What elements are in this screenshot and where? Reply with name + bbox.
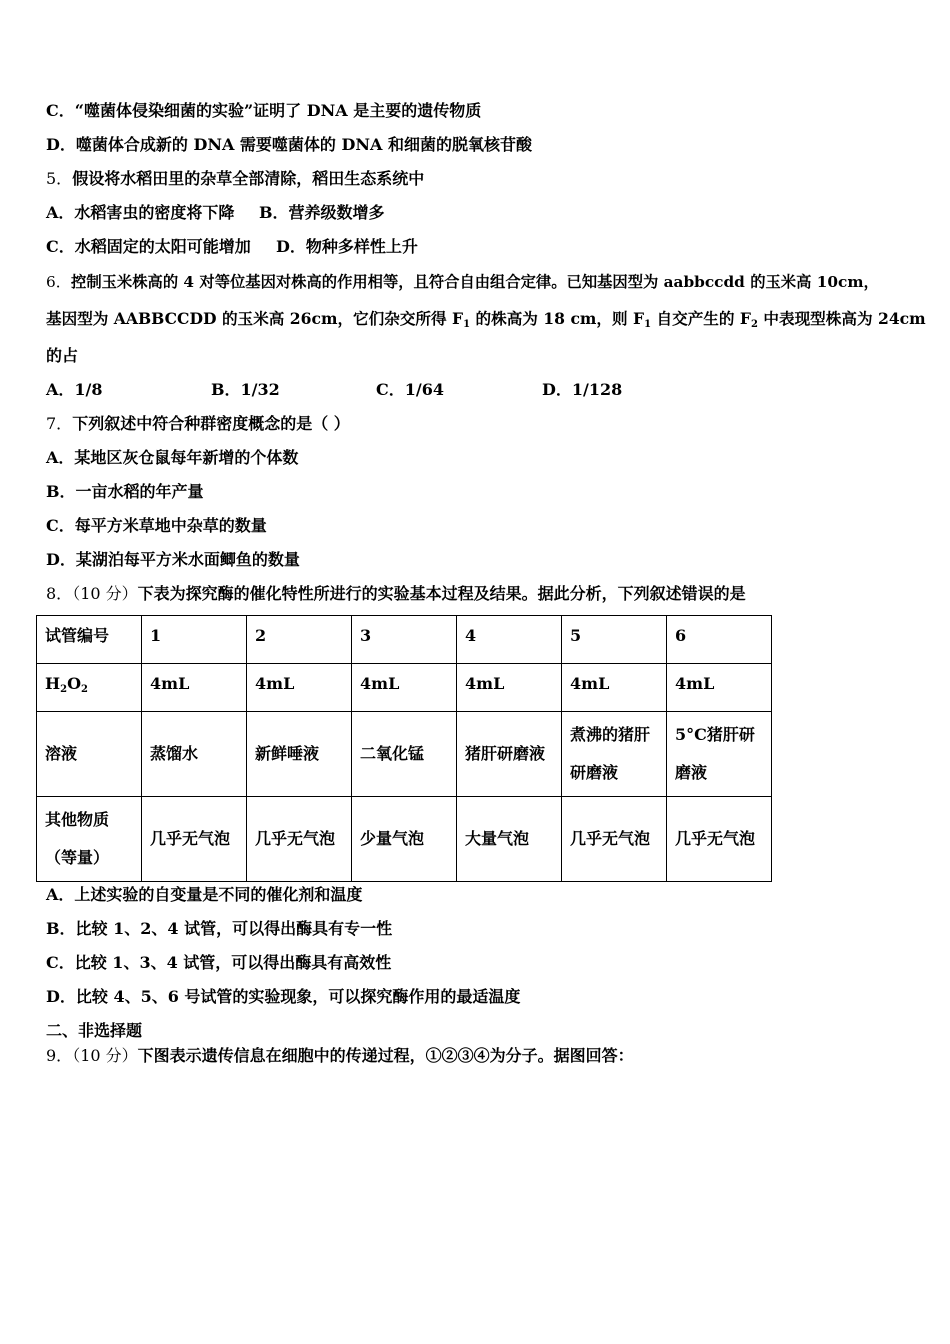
other-label-line2: （等量）: [45, 848, 110, 867]
q6-stem-line3: 的占: [46, 346, 79, 365]
solution-cell: 猪肝研磨液: [457, 712, 562, 797]
solution-cell: 新鲜唾液: [247, 712, 352, 797]
q5-option-b: B．营养级数增多: [259, 203, 385, 222]
q6-line2b: 的株高为 18 cm，则 F: [470, 309, 645, 328]
q8-score: （10 分）: [72, 584, 138, 603]
q6-stem-line2: [46, 309, 926, 329]
h2o2-volume-cell: 4mL: [142, 664, 247, 712]
q9-stem-text: 下图表示遗传信息在细胞中的传递过程，①②③④为分子。据图回答：: [137, 1046, 634, 1065]
tube-number-cell: 4: [457, 616, 562, 664]
q6-line2d: 中表现型株高为 24cm: [757, 309, 926, 328]
other-substance-label-cell: [37, 797, 142, 882]
result-cell: 几乎无气泡: [667, 797, 772, 882]
q4-option-c: C．“噬菌体侵染细菌的实验”证明了 DNA 是主要的遗传物质: [46, 101, 482, 120]
q6-sub3: 2: [751, 319, 758, 330]
q8-option-c: C．比较 1、3、4 试管，可以得出酶具有高效性: [46, 953, 392, 972]
q6-line1-text: 控制玉米株高的 4 对等位基因对株高的作用相等，且符合自由组合定律。已知基因型为 aabbccdd 的玉米高 10cm，: [71, 273, 879, 291]
q6-sub2: 1: [644, 319, 652, 330]
table-row: [37, 664, 772, 712]
result-cell: 几乎无气泡: [247, 797, 352, 882]
solution-6-line1: 5°C猪肝研: [675, 725, 755, 744]
table-row: [37, 616, 772, 664]
tube-number-cell: 1: [142, 616, 247, 664]
h2o2-volume-cell: 4mL: [247, 664, 352, 712]
q7-option-a: A．某地区灰仓鼠每年新增的个体数: [46, 448, 299, 467]
solution-5-line1: 煮沸的猪肝: [570, 725, 651, 744]
solution-label-cell: 溶液: [37, 712, 142, 797]
q6-line2c: 自交产生的 F: [651, 309, 751, 328]
table-row: [37, 797, 772, 882]
h2o2-label-cell: [37, 664, 142, 712]
q8-option-b: B．比较 1、2、4 试管，可以得出酶具有专一性: [46, 919, 393, 938]
q5-stem-text: 假设将水稻田里的杂草全部清除，稻田生态系统中: [72, 169, 425, 188]
result-cell: 几乎无气泡: [562, 797, 667, 882]
h2o2-volume-cell: 4mL: [667, 664, 772, 712]
solution-6-line2: 磨液: [675, 763, 708, 782]
h2o2-sub2: 2: [81, 684, 88, 695]
tube-number-cell: 5: [562, 616, 667, 664]
q8-option-d: D．比较 4、5、6 号试管的实验现象，可以探究酶作用的最适温度: [46, 987, 521, 1006]
solution-cell: 蒸馏水: [142, 712, 247, 797]
result-cell: 大量气泡: [457, 797, 562, 882]
solution-cell: 二氧化锰: [352, 712, 457, 797]
enzyme-experiment-table: [36, 615, 772, 882]
h2o2-volume-cell: 4mL: [457, 664, 562, 712]
result-cell: 少量气泡: [352, 797, 457, 882]
q5-number: 5．: [46, 169, 73, 188]
q6-option-d: D．1/128: [542, 380, 623, 399]
header-label-cell: 试管编号: [37, 616, 142, 664]
tube-number-cell: 3: [352, 616, 457, 664]
q5-option-a: A．水稻害虫的密度将下降: [46, 203, 235, 222]
q7-stem: [46, 414, 350, 434]
q7-stem-text: 下列叙述中符合种群密度概念的是（ ）: [72, 414, 350, 433]
solution-cell: [562, 712, 667, 797]
other-label-line1: 其他物质: [45, 810, 110, 829]
q6-option-a: A．1/8: [46, 380, 103, 399]
q6-sub1: 1: [463, 319, 471, 330]
q6-line2a: 基因型为 AABBCCDD 的玉米高 26cm，它们杂交所得 F: [46, 309, 464, 328]
q4-option-d: D．噬菌体合成新的 DNA 需要噬菌体的 DNA 和细菌的脱氧核苷酸: [46, 135, 532, 154]
h2o2-o: O: [67, 674, 82, 693]
solution-cell: [667, 712, 772, 797]
q9-stem: [46, 1046, 634, 1066]
q6-stem-line1: [46, 272, 879, 292]
h2o2-h: H: [45, 674, 61, 693]
q8-stem: [46, 584, 746, 604]
q6-option-c: C．1/64: [376, 380, 444, 399]
q5-stem: [46, 169, 424, 189]
q7-number: 7．: [46, 414, 73, 433]
q7-option-d: D．某湖泊每平方米水面鲫鱼的数量: [46, 550, 300, 569]
q6-number: 6．: [46, 273, 72, 291]
q7-option-b: B．一亩水稻的年产量: [46, 482, 204, 501]
q5-option-d: D．物种多样性上升: [276, 237, 418, 256]
table-row: [37, 712, 772, 797]
h2o2-sub: 2: [60, 684, 68, 695]
q9-score: （10 分）: [72, 1046, 138, 1065]
q8-stem-text: 下表为探究酶的催化特性所进行的实验基本过程及结果。据此分析，下列叙述错误的是: [137, 584, 746, 603]
section-title: 二、非选择题: [46, 1021, 143, 1040]
q5-option-c: C．水稻固定的太阳可能增加: [46, 237, 251, 256]
h2o2-volume-cell: 4mL: [562, 664, 667, 712]
q9-number: 9．: [46, 1046, 73, 1065]
q6-option-b: B．1/32: [211, 380, 280, 399]
q8-option-a: A．上述实验的自变量是不同的催化剂和温度: [46, 885, 363, 904]
tube-number-cell: 2: [247, 616, 352, 664]
q8-number: 8．: [46, 584, 73, 603]
solution-5-line2: 研磨液: [570, 763, 619, 782]
tube-number-cell: 6: [667, 616, 772, 664]
result-cell: 几乎无气泡: [142, 797, 247, 882]
h2o2-volume-cell: 4mL: [352, 664, 457, 712]
q7-option-c: C．每平方米草地中杂草的数量: [46, 516, 267, 535]
